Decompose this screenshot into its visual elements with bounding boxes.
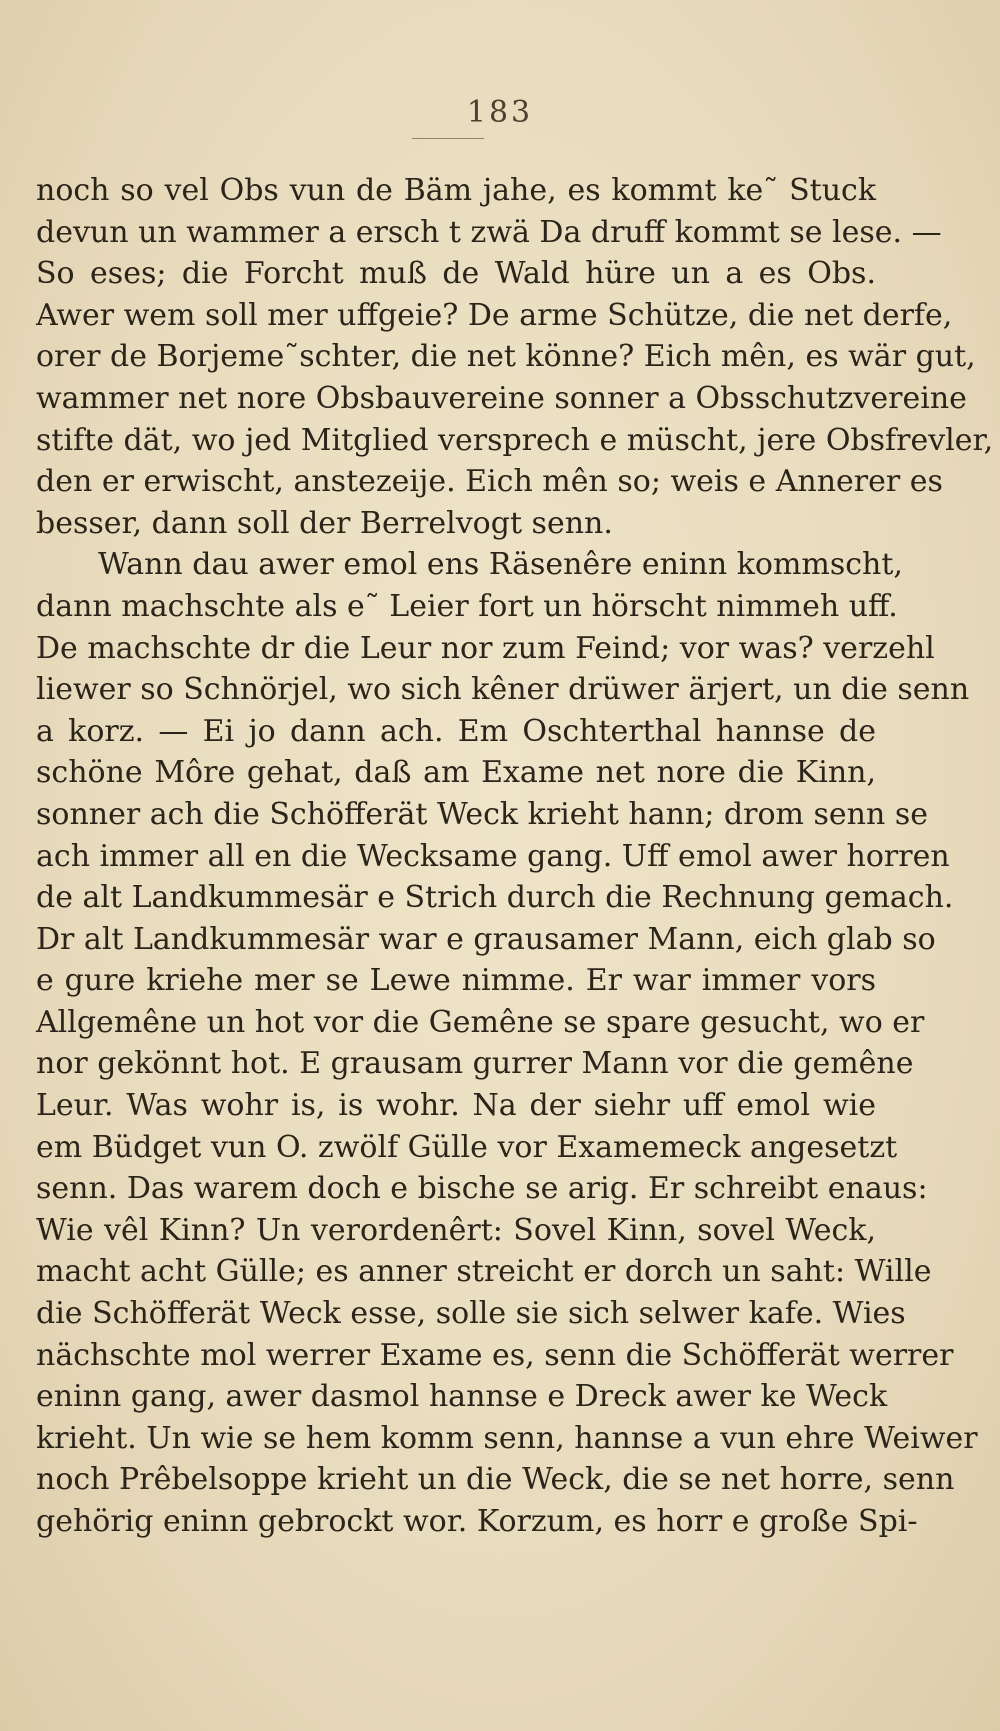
text-line: devun un wammer a ersch t zwä Da druff kommt se lese. — [36, 214, 942, 250]
text-line: krieht. Un wie se hem komm senn, hannse a vun ehre Weiwer [36, 1420, 978, 1456]
text-line: besser, dann soll der Berrelvogt senn. [36, 505, 613, 541]
text-line: nor gekönnt hot. E grausam gurrer Mann vor die gemêne [36, 1046, 914, 1082]
text-line: Wann dau awer emol ens Räsenêre eninn kommscht, [98, 547, 903, 583]
page-number-rule [412, 138, 484, 139]
text-line: De machschte dr die Leur nor zum Feind; vor was? verzehl [36, 630, 935, 666]
page-number: 183 [466, 95, 534, 130]
text-line: So eses; die Forcht muß de Wald hüre un a es Obs. [36, 256, 876, 292]
text-line: schöne Môre gehat, daß am Exame net nore die Kinn, [36, 755, 876, 791]
text-line: noch so vel Obs vun de Bäm jahe, es kommt ke˜ Stuck [36, 173, 876, 208]
text-line: de alt Landkummesär e Strich durch die Rechnung gemach. [36, 880, 954, 916]
text-line: stifte dät, wo jed Mitglied versprech e müscht, jere Obsfrevler, [36, 422, 994, 458]
text-line: Awer wem soll mer uffgeie? De arme Schütze, die net derfe, [36, 297, 953, 333]
text-body [36, 170, 994, 1543]
text-line: Leur. Was wohr is, is wohr. Na der siehr uff emol wie [36, 1088, 876, 1124]
text-line: eninn gang, awer dasmol hannse e Dreck awer ke Weck [36, 1379, 888, 1415]
text-line: den er erwischt, anstezeije. Eich mên so; weis e Annerer es [36, 464, 943, 500]
text-line: Allgemêne un hot vor die Gemêne se spare gesucht, wo er [36, 1004, 925, 1040]
text-line: wammer net nore Obsbauvereine sonner a Obsschutzvereine [36, 380, 967, 416]
text-line: gehörig eninn gebrockt wor. Korzum, es horr e große Spi- [36, 1504, 918, 1539]
text-line: e gure kriehe mer se Lewe nimme. Er war immer vors [36, 963, 876, 999]
text-line: die Schöfferät Weck esse, solle sie sich selwer kafe. Wies [36, 1296, 906, 1332]
text-line: Wie vêl Kinn? Un verordenêrt: Sovel Kinn, sovel Weck, [36, 1212, 876, 1248]
text-line: a korz. — Ei jo dann ach. Em Oschterthal hannse de [36, 713, 876, 749]
text-line: dann machschte als e˜ Leier fort un hörscht nimmeh uff. [36, 588, 898, 624]
text-line: nächschte mol werrer Exame es, senn die Schöfferät werrer [36, 1337, 954, 1373]
text-line: em Büdget vun O. zwölf Gülle vor Examemeck angesetzt [36, 1129, 898, 1165]
text-line: noch Prêbelsoppe krieht un die Weck, die se net horre, senn [36, 1462, 955, 1498]
text-line: sonner ach die Schöfferät Weck krieht hann; drom senn se [36, 796, 928, 832]
text-line: macht acht Gülle; es anner streicht er dorch un saht: Wille [36, 1254, 932, 1290]
text-line: Dr alt Landkummesär war e grausamer Mann, eich glab so [36, 921, 936, 957]
text-line: ach immer all en die Wecksame gang. Uff emol awer horren [36, 838, 950, 874]
text-line: senn. Das warem doch e bische se arig. Er schreibt enaus: [36, 1171, 928, 1207]
text-line: orer de Borjeme˜schter, die net könne? Eich mên, es wär gut, [36, 339, 976, 375]
text-line: liewer so Schnörjel, wo sich kêner drüwer ärjert, un die senn [36, 672, 970, 708]
